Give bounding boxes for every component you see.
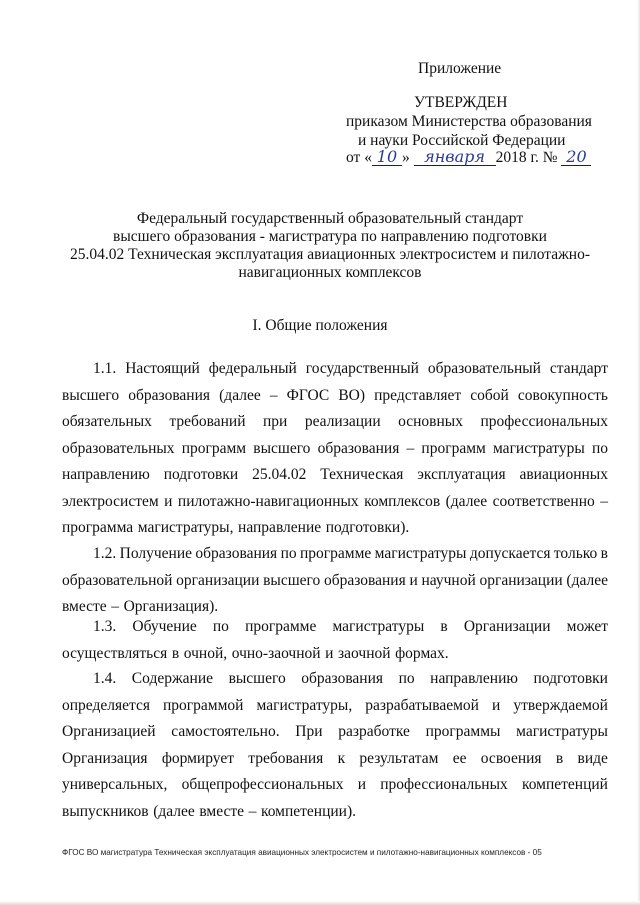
paragraph-line: направлению подготовки 25.04.02 Техническая эксплуатация авиационных bbox=[62, 466, 608, 483]
paragraph-1-2 bbox=[62, 541, 608, 621]
paragraph-line: 1.4. Содержание высшего образования по направлению подготовки bbox=[93, 670, 608, 687]
title-line-2: высшего образования - магистратура по направлению подготовки bbox=[113, 228, 547, 245]
date-prefix: от « bbox=[346, 149, 372, 166]
paragraph-1-1 bbox=[62, 356, 608, 542]
paragraph-line: 1.3. Обучение по программе магистратуры в Организации может bbox=[93, 618, 608, 635]
title-line-4: навигационных комплексов bbox=[238, 264, 422, 281]
paragraph-1-4 bbox=[62, 666, 608, 825]
paragraph-line: определяется программой магистратуры, разрабатываемой и утверждаемой bbox=[62, 696, 608, 714]
paragraph-line: осуществляться в очной, очно-заочной и заочной формах. bbox=[62, 644, 449, 662]
order-line-2: и науки Российской Федерации bbox=[358, 132, 566, 149]
order-number-handwritten: 20 bbox=[561, 149, 591, 166]
paragraph-line: 1.2. Получение образования по программе магистратуры допускается только в bbox=[93, 545, 608, 562]
paragraph-line: образовательной организации высшего образования и научной организации (далее bbox=[62, 571, 608, 589]
order-date-line bbox=[346, 148, 591, 168]
date-month-handwritten: января bbox=[414, 149, 496, 166]
document-title bbox=[70, 210, 590, 282]
paragraph-line: Организация формирует требования к результатам ее освоения в виде bbox=[62, 749, 608, 767]
paragraph-line: программа магистратуры, направление подготовки). bbox=[62, 519, 410, 536]
paragraph-line: 1.1. Настоящий федеральный государственный образовательный стандарт bbox=[93, 360, 608, 377]
page-footer: ФГОС ВО магистратура Техническая эксплуатация авиационных электросистем и пилотажно-навигационных комплексов - 05 bbox=[62, 848, 542, 857]
paragraph-line: обязательных требований при реализации основных профессиональных bbox=[62, 413, 608, 430]
title-line-1: Федеральный государственный образовательный стандарт bbox=[136, 210, 524, 227]
date-year: 2018 г. № bbox=[495, 149, 558, 166]
date-separator: » bbox=[401, 149, 410, 166]
scan-bottom-shadow bbox=[0, 901, 640, 905]
paragraph-line: высшего образования (далее – ФГОС ВО) представляет собой совокупность bbox=[62, 386, 608, 404]
paragraph-line: универсальных, общепрофессиональных и профессиональных компетенций bbox=[62, 776, 608, 793]
approved-label: УТВЕРЖДЕН bbox=[414, 94, 508, 111]
order-line-1: приказом Министерства образования bbox=[346, 113, 592, 130]
appendix-label: Приложение bbox=[418, 60, 502, 77]
date-day-handwritten: 10 bbox=[372, 149, 402, 166]
paragraph-line: выпускников (далее вместе – компетенции). bbox=[62, 802, 357, 820]
section-heading: I. Общие положения bbox=[252, 317, 388, 334]
paragraph-line: Организацией самостоятельно. При разработке программы магистратуры bbox=[62, 723, 608, 740]
paragraph-line: электросистем и пилотажно-навигационных комплексов (далее соответственно – bbox=[62, 492, 608, 510]
paragraph-1-3 bbox=[62, 614, 608, 667]
title-line-3: 25.04.02 Техническая эксплуатация авиационных электросистем и пилотажно- bbox=[70, 246, 590, 263]
paragraph-line: образовательных программ высшего образования – программ магистратуры по bbox=[62, 439, 608, 457]
paragraph-line: вместе – Организация). bbox=[62, 598, 219, 615]
